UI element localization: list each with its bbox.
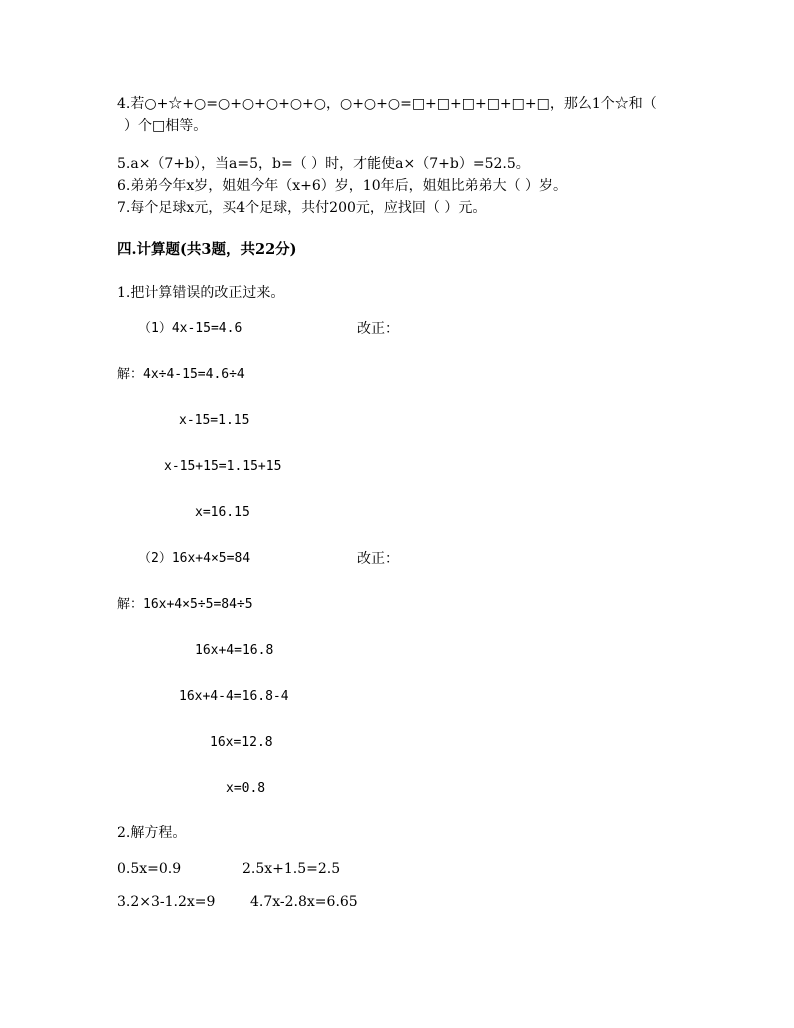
q1-part1-problem: （1）4x-15=4.6 [138, 321, 243, 336]
q1-part2-step: 16x+4-4=16.8-4 [179, 689, 289, 704]
question-5: 5.a×（7+b），当a=5，b=（ ）时，才能使a×（7+b）=52.5。 [117, 156, 530, 172]
q2-equation: 3.2×3-1.2x=9 [117, 894, 216, 910]
q1-part1-step: 解：4x÷4-15=4.6÷4 [117, 367, 245, 382]
q1-part1-step: x=16.15 [195, 505, 250, 520]
q1-part1-step: x-15=1.15 [179, 413, 250, 428]
q2-equation: 4.7x-2.8x=6.65 [250, 894, 358, 910]
q1-part2-step: 16x=12.8 [210, 735, 273, 750]
q1-part2-step: 解：16x+4×5÷5=84÷5 [117, 597, 253, 612]
section-heading: 四.计算题(共3题，共22分) [117, 241, 297, 258]
q1-part1-step: x-15+15=1.15+15 [164, 459, 282, 474]
q1-part2-problem: （2）16x+4×5=84 [138, 551, 251, 566]
q1-title: 1.把计算错误的改正过来。 [117, 285, 285, 301]
question-4-line2: ）个□相等。 [124, 118, 208, 134]
question-4-line1: 4.若○+☆+○=○+○+○+○+○，○+○+○=□+□+□+□+□+□，那么1个☆和（ [117, 96, 657, 112]
q2-equation: 2.5x+1.5=2.5 [242, 861, 341, 877]
q1-part2-correct-label: 改正： [357, 551, 399, 567]
question-6: 6.弟弟今年x岁，姐姐今年（x+6）岁，10年后，姐姐比弟弟大（ ）岁。 [117, 178, 568, 194]
q2-title: 2.解方程。 [117, 825, 187, 841]
q2-equation: 0.5x=0.9 [117, 861, 182, 877]
q1-part2-step: 16x+4=16.8 [195, 643, 274, 658]
q1-part2-step: x=0.8 [226, 781, 266, 796]
question-7: 7.每个足球x元，买4个足球，共付200元，应找回（ ）元。 [117, 200, 487, 216]
q1-part1-correct-label: 改正： [357, 321, 399, 337]
